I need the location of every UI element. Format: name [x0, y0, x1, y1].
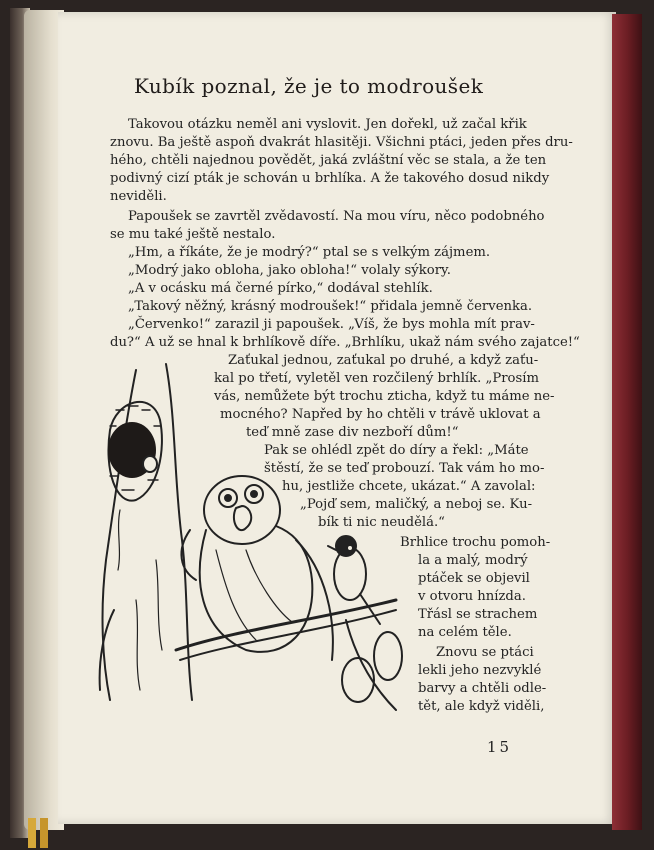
text-line: „Hm, a říkáte, že je modrý?“ ptal se s velkým zájmem.	[128, 245, 491, 260]
text-line: znovu. Ba ještě aspoň dvakrát hlasitěji. Všichni ptáci, jeden přes dru-	[110, 135, 573, 150]
text-line: Takovou otázku neměl ani vyslovit. Jen dořekl, už začal křik	[128, 117, 527, 132]
text-line: Zaťukal jednou, zaťukal po druhé, a když zaťu-	[228, 353, 539, 368]
text-line: „A v ocásku má černé pírko,“ dodával stehlík.	[128, 281, 433, 296]
chapter-heading: Kubík poznal, že je to modroušek	[134, 74, 484, 98]
text-line: kal po třetí, vyletěl ven rozčilený brhlík. „Prosím	[214, 371, 539, 386]
book-cover-right	[612, 14, 642, 830]
text-line: Pak se ohlédl zpět do díry a řekl: „Máte	[264, 443, 529, 458]
text-line: tět, ale když viděli,	[418, 699, 545, 714]
parrot-tree-illustration	[96, 360, 418, 720]
text-line: vás, nemůžete být trochu zticha, když tu máme ne-	[214, 389, 555, 404]
text-line: teď mně zase div nezboří dům!“	[246, 425, 459, 440]
text-line: mocného? Napřed by ho chtěli v trávě uklovat a	[220, 407, 541, 422]
bookmark-ribbon	[28, 818, 36, 848]
text-line: se mu také ještě nestalo.	[110, 227, 276, 242]
text-line: Znovu se ptáci	[436, 645, 534, 660]
text-line: Papoušek se zavrtěl zvědavostí. Na mou víru, něco podobného	[128, 209, 545, 224]
text-line: la a malý, modrý	[418, 553, 528, 568]
text-line: barvy a chtěli odle-	[418, 681, 547, 696]
text-line: Brhlice trochu pomoh-	[400, 535, 551, 550]
text-line: neviděli.	[110, 189, 167, 204]
text-line: „Pojď sem, maličký, a neboj se. Ku-	[300, 497, 533, 512]
text-line: du?“ A už se hnal k brhlíkově díře. „Brhlíku, ukaž nám svého zajatce!“	[110, 335, 580, 350]
text-line: „Červenko!“ zarazil ji papoušek. „Víš, že bys mohla mít prav-	[128, 317, 535, 332]
text-line: v otvoru hnízda.	[418, 589, 526, 604]
text-line: „Modrý jako obloha, jako obloha!“ volaly sýkory.	[128, 263, 451, 278]
text-line: ptáček se objevil	[418, 571, 530, 586]
bookmark-ribbon	[40, 818, 48, 848]
text-line: Třásl se strachem	[418, 607, 538, 622]
text-line: „Takový něžný, krásný modroušek!“ přidala jemně červenka.	[128, 299, 533, 314]
text-line: hého, chtěli najednou povědět, jaká zvláštní věc se stala, a že ten	[110, 153, 547, 168]
text-line: hu, jestliže chcete, ukázat.“ A zavolal:	[282, 479, 536, 494]
text-line: lekli jeho nezvyklé	[418, 663, 542, 678]
text-line: bík ti nic neudělá.“	[318, 515, 445, 530]
text-line: na celém těle.	[418, 625, 512, 640]
text-line: podivný cizí pták je schován u brhlíka. A že takového dosud nikdy	[110, 171, 550, 186]
text-line: štěstí, že se teď probouzí. Tak vám ho mo-	[264, 461, 545, 476]
page-number: 15	[487, 738, 513, 756]
